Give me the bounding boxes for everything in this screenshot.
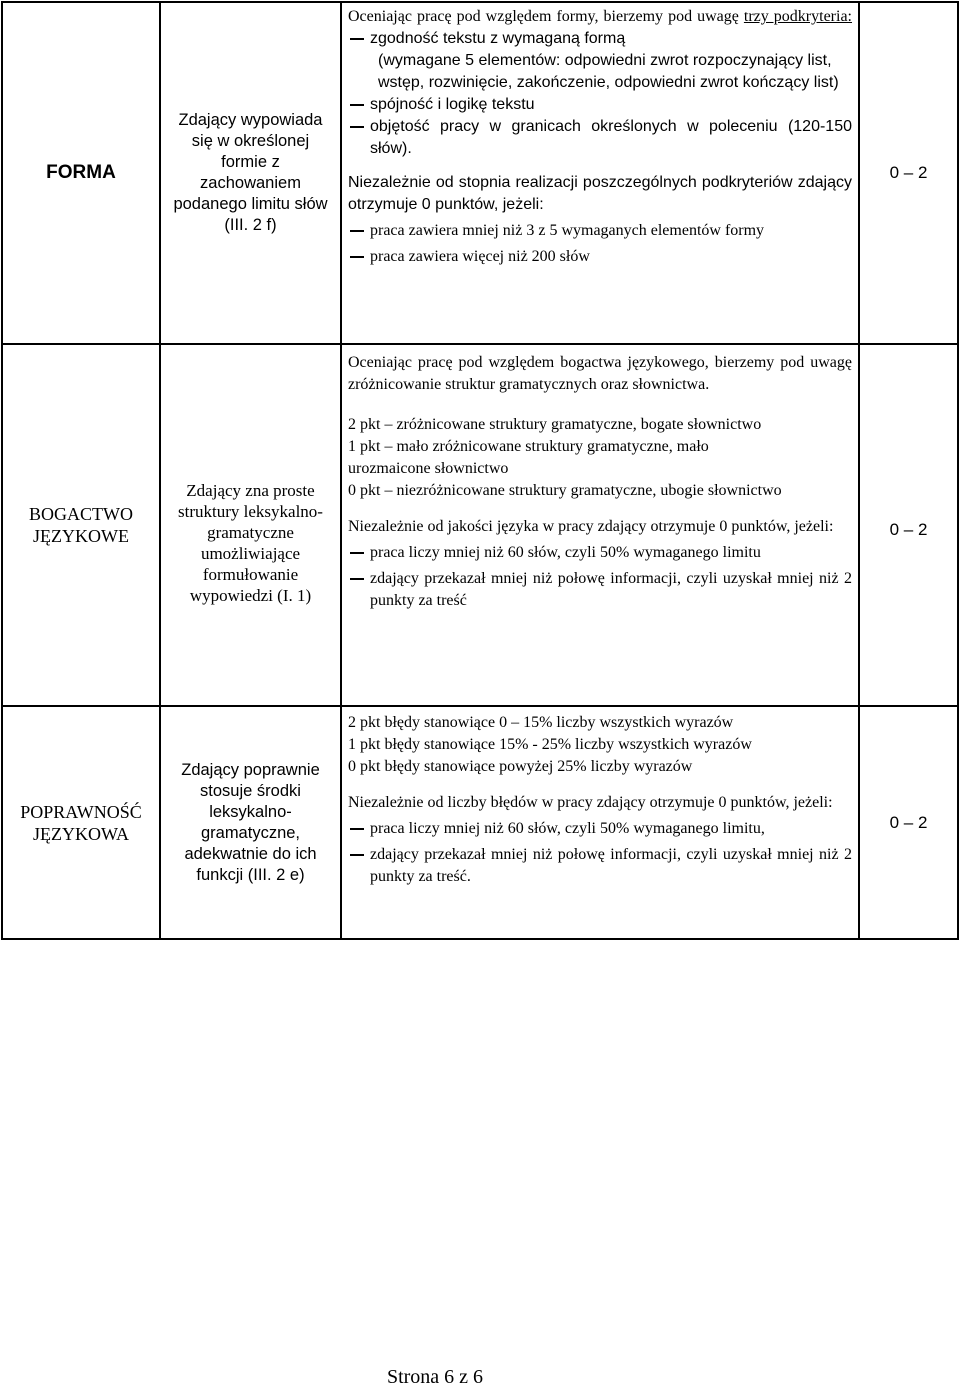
points-bogactwo: 0 – 2 — [889, 520, 928, 539]
forma-sub2: spójność i logikę tekstu — [348, 94, 852, 116]
skill-text: Zdający poprawnie stosuje środki leksykalno-gramatyczne, adekwatnie do ich funkcji (III. 2 e) — [181, 760, 320, 884]
skill-forma — [163, 3, 338, 343]
poprawnosc-rule-intro: Niezależnie od liczby błędów w pracy zdający otrzymuje 0 punktów, jeżeli: — [348, 794, 833, 811]
poprawnosc-score-0: 0 pkt błędy stanowiące powyżej 25% liczby wyrazów — [348, 758, 693, 775]
poprawnosc-score-2: 2 pkt błędy stanowiące 0 – 15% liczby wszystkich wyrazów — [348, 714, 734, 731]
criterion-label: POPRAWNOŚĆ JĘZYKOWA — [20, 801, 142, 844]
forma-intro: Oceniając pracę pod względem formy, bierzemy pod uwagę trzy podkryteria: — [348, 8, 853, 25]
bogactwo-score-0: 0 pkt – niezróżnicowane struktury gramatyczne, ubogie słownictwo — [348, 482, 782, 499]
description-bogactwo — [348, 352, 852, 612]
description-forma — [348, 6, 852, 268]
forma-sub1: zgodność tekstu z wymaganą formą — [348, 28, 852, 50]
bogactwo-rule-intro: Niezależnie od jakości języka w pracy zdający otrzymuje 0 punktów, jeżeli: — [348, 518, 834, 535]
skill-text: Zdający wypowiada się w określonej formie z zachowaniem podanego limitu słów (III. 2 f) — [173, 111, 328, 234]
criterion-label: FORMA — [46, 162, 116, 183]
forma-sub3: objętość pracy w granicach określonych w poleceniu (120-150 słów). — [348, 116, 852, 160]
bogactwo-score-2: 2 pkt – zróżnicowane struktury gramatyczne, bogate słownictwo — [348, 416, 762, 433]
bogactwo-intro: Oceniając pracę pod względem bogactwa językowego, bierzemy pod uwagę zróżnicowanie struktur gramatycznych oraz słownictwa. — [348, 354, 852, 393]
bogactwo-rule-item-1: praca liczy mniej niż 60 słów, czyli 50% wymaganego limitu — [348, 542, 852, 564]
col-divider-1 — [159, 1, 161, 940]
forma-rule-item-1: praca zawiera mniej niż 3 z 5 wymaganych elementów formy — [348, 220, 852, 242]
col-divider-2 — [340, 1, 342, 940]
poprawnosc-score-1: 1 pkt błędy stanowiące 15% - 25% liczby wszystkich wyrazów — [348, 736, 752, 753]
forma-rule-intro: Niezależnie od stopnia realizacji poszczególnych podkryteriów zdający otrzymuje 0 punktów, jeżeli: — [348, 174, 852, 213]
points-forma: 0 – 2 — [889, 163, 928, 182]
description-poprawnosc — [348, 712, 852, 888]
criterion-poprawnosc — [3, 707, 159, 938]
bogactwo-rule-item-2: zdający przekazał mniej niż połowę informacji, czyli uzyskał mniej niż 2 punkty za treść — [348, 568, 852, 612]
criterion-label: BOGACTWO JĘZYKOWE — [29, 504, 133, 546]
table-border-bottom — [1, 938, 959, 940]
bogactwo-score-1: 1 pkt – mało zróżnicowane struktury gramatyczne, mało urozmaicone słownictwo — [348, 438, 709, 477]
poprawnosc-rule-item-2: zdający przekazał mniej niż połowę informacji, czyli uzyskał mniej niż 2 punkty za treść. — [348, 844, 852, 888]
forma-sub1-detail: (wymagane 5 elementów: odpowiedni zwrot rozpoczynający list, wstęp, rozwinięcie, zakończenie, odpowiedni zwrot kończący list) — [378, 52, 839, 91]
poprawnosc-rule-item-1: praca liczy mniej niż 60 słów, czyli 50% wymaganego limitu, — [348, 818, 852, 840]
table-border-right — [957, 1, 959, 940]
skill-text: Zdający zna proste struktury leksykalno-gramatyczne umożliwiające formułowanie wypowiedzi (I. 1) — [178, 480, 323, 605]
skill-poprawnosc — [163, 707, 338, 938]
skill-bogactwo — [163, 345, 338, 705]
criterion-forma — [3, 3, 159, 343]
page-number: Strona 6 z 6 — [386, 1366, 484, 1388]
criterion-bogactwo — [3, 345, 159, 705]
points-poprawnosc: 0 – 2 — [889, 812, 928, 832]
forma-rule-item-2: praca zawiera więcej niż 200 słów — [348, 246, 852, 268]
